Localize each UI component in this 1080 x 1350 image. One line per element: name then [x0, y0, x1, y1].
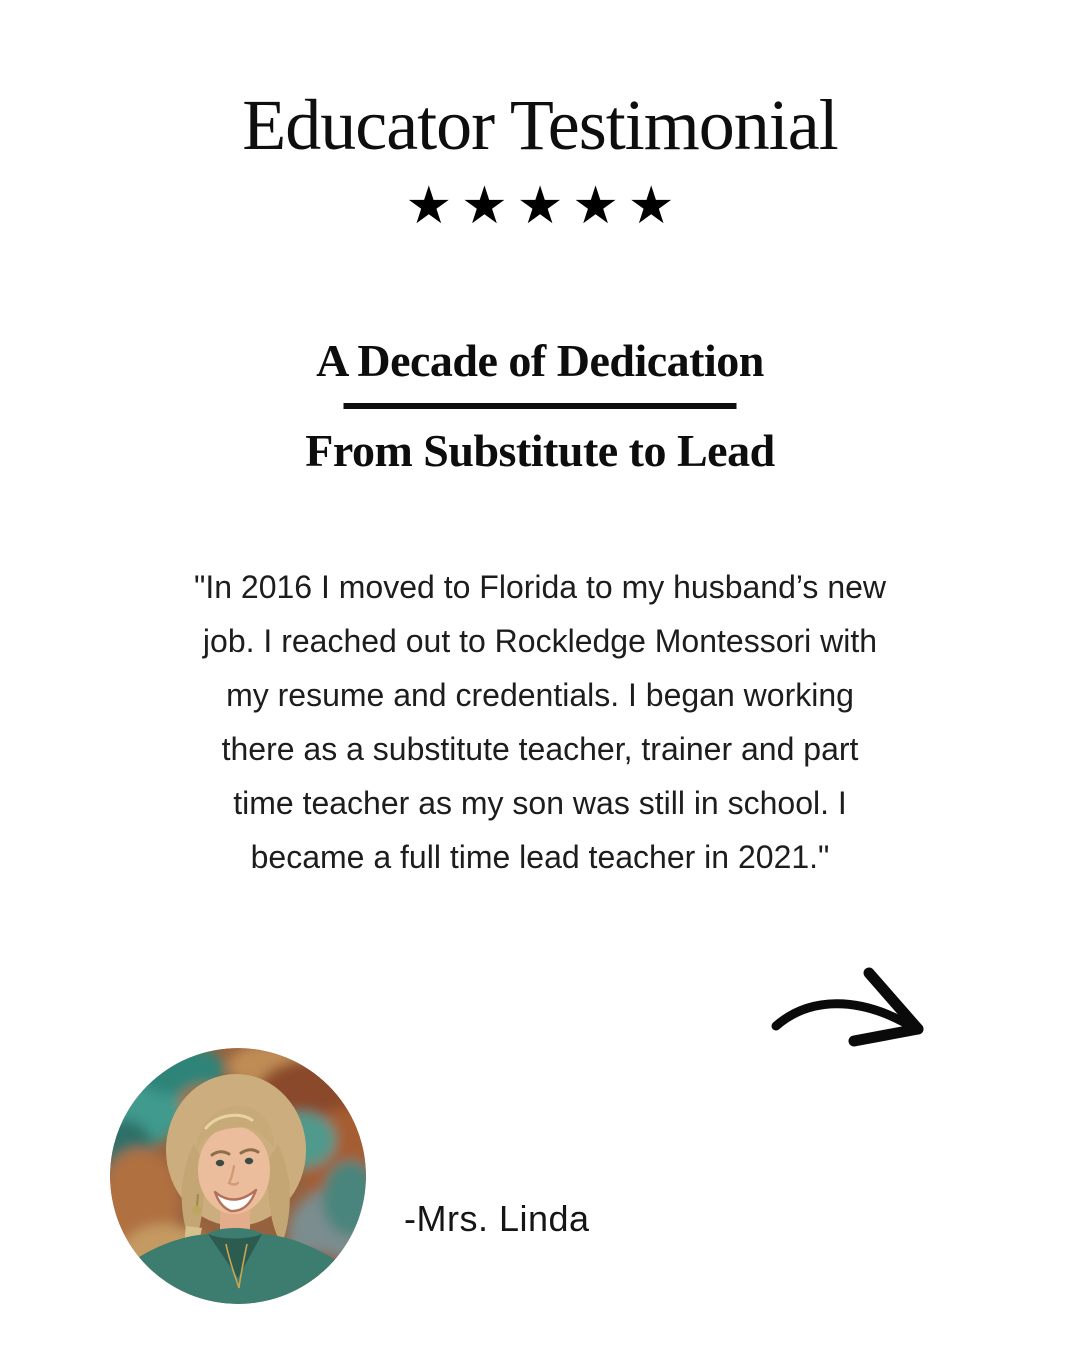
attribution-name: -Mrs. Linda	[404, 1198, 590, 1239]
quote-line: job. I reached out to Rockledge Montessori with	[202, 623, 878, 659]
quote-line: "In 2016 I moved to Florida to my husband’s new	[193, 569, 887, 605]
quote-line: time teacher as my son was still in school. I	[233, 785, 847, 821]
educator-photo	[110, 1048, 366, 1304]
headline-secondary: From Substitute to Lead	[305, 425, 775, 476]
quote-line: my resume and credentials. I began working	[226, 677, 854, 713]
arrow-icon	[766, 958, 936, 1058]
five-star-rating: ★★★★★	[405, 176, 684, 236]
divider-line	[344, 403, 737, 409]
headline-primary: A Decade of Dedication	[316, 335, 764, 386]
quote-line: became a full time lead teacher in 2021."	[250, 839, 830, 875]
testimonial-quote	[100, 560, 980, 884]
page-title: Educator Testimonial	[242, 85, 838, 165]
quote-line: there as a substitute teacher, trainer and part	[221, 731, 859, 767]
